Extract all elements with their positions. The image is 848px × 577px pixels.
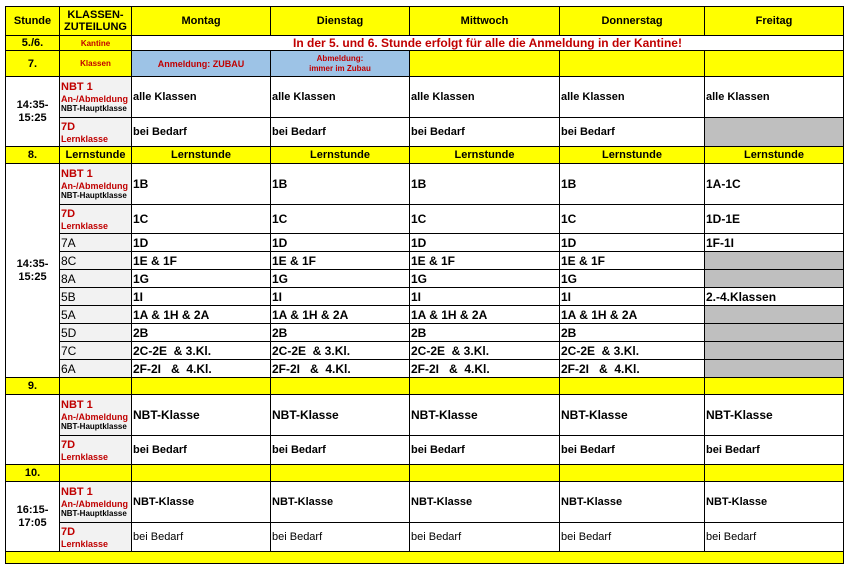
klasse-label: 5B [60, 288, 132, 306]
cell-grey [705, 270, 844, 288]
bottom-bar [6, 552, 844, 564]
cell: 2C-2E & 3.Kl. [410, 342, 560, 360]
cell: 2B [410, 324, 560, 342]
cell-grey [705, 118, 844, 147]
cell: bei Bedarf [560, 436, 705, 465]
cell: 2F-2I & 4.Kl. [560, 360, 705, 378]
bottom-bar-row [6, 552, 844, 564]
block8-row [6, 234, 844, 252]
block8-row [6, 270, 844, 288]
time-16-15: 16:15- 17:05 [6, 482, 60, 552]
cell: 1B [560, 164, 705, 205]
cell: 2B [271, 324, 410, 342]
nbt-haupt-label: NBT-Hauptklasse [61, 104, 127, 113]
lernklasse-label: Lernklasse [61, 220, 109, 231]
block8-row [6, 288, 844, 306]
klasse-7d [60, 118, 132, 147]
cell: bei Bedarf [132, 436, 271, 465]
empty-cell [410, 378, 560, 395]
klasse-7d [60, 436, 132, 465]
anmeldung-zubau: Anmeldung: ZUBAU [132, 51, 271, 77]
day-header-montag: Montag [132, 7, 271, 36]
cell: 2F-2I & 4.Kl. [271, 360, 410, 378]
schedule-table [5, 6, 844, 564]
klasse-label: 8C [60, 252, 132, 270]
empty-cell [560, 465, 705, 482]
time-14-35-b: 14:35- 15:25 [6, 164, 60, 378]
lernstunde-cell: Lernstunde [560, 147, 705, 164]
header-row [6, 7, 844, 36]
klasse-nbt1 [60, 164, 132, 205]
cell: 1D [560, 234, 705, 252]
cell-grey [705, 360, 844, 378]
nbt1-label: NBT 1 [61, 168, 93, 180]
cell: bei Bedarf [705, 523, 844, 552]
klasse-label: 8A [60, 270, 132, 288]
cell: bei Bedarf [560, 523, 705, 552]
block8-row [6, 205, 844, 234]
cell: NBT-Klasse [410, 395, 560, 436]
stunde-10: 10. [6, 465, 60, 482]
cell: NBT-Klasse [132, 482, 271, 523]
cell-grey [705, 342, 844, 360]
block7-nbt-row [6, 77, 844, 118]
cell: bei Bedarf [705, 436, 844, 465]
klasse-label: 5A [60, 306, 132, 324]
day-header-freitag: Freitag [705, 7, 844, 36]
cell: 1I [410, 288, 560, 306]
row-7 [6, 51, 844, 77]
block8-row [6, 360, 844, 378]
cell: NBT-Klasse [705, 482, 844, 523]
klassen-header-line2: ZUTEILUNG [64, 21, 127, 33]
cell: 1B [271, 164, 410, 205]
cell: 1D [132, 234, 271, 252]
cell: 1D [410, 234, 560, 252]
block7-7d-row [6, 118, 844, 147]
klassen-header-line1: KLASSEN- [67, 9, 124, 21]
lernklasse-label: Lernklasse [61, 451, 109, 462]
cell: 1F-1I [705, 234, 844, 252]
cell: 1G [271, 270, 410, 288]
stunde-8: 8. [6, 147, 60, 164]
cell: 1C [132, 205, 271, 234]
cell: bei Bedarf [271, 523, 410, 552]
cell: bei Bedarf [410, 523, 560, 552]
nbt1-label: NBT 1 [61, 81, 93, 93]
cell: 1A & 1H & 2A [560, 306, 705, 324]
cell: alle Klassen [705, 77, 844, 118]
row-8 [6, 147, 844, 164]
7d-label: 7D [61, 207, 76, 220]
empty-cell [410, 51, 560, 77]
time-empty [6, 395, 60, 465]
row-10 [6, 465, 844, 482]
cell: alle Klassen [271, 77, 410, 118]
empty-cell [271, 465, 410, 482]
cell: 1D [271, 234, 410, 252]
cell: NBT-Klasse [705, 395, 844, 436]
cell: 2F-2I & 4.Kl. [410, 360, 560, 378]
empty-cell [132, 378, 271, 395]
cell: bei Bedarf [410, 436, 560, 465]
empty-cell [705, 378, 844, 395]
cell: 1I [271, 288, 410, 306]
lernstunde-cell: Lernstunde [705, 147, 844, 164]
empty-cell [271, 378, 410, 395]
lernstunde-cell: Lernstunde [410, 147, 560, 164]
cell: 2.-4.Klassen [705, 288, 844, 306]
abmeldung-line1: Abmeldung: [316, 53, 364, 63]
anab-label: An-/Abmeldung [61, 94, 128, 104]
lernstunde-cell: Lernstunde [132, 147, 271, 164]
nbt1-label: NBT 1 [61, 399, 93, 411]
cell: 1A & 1H & 2A [132, 306, 271, 324]
block8-row [6, 252, 844, 270]
lernstunde-cell: Lernstunde [271, 147, 410, 164]
lernstunde-label: Lernstunde [60, 147, 132, 164]
cell: 1I [132, 288, 271, 306]
klasse-nbt1 [60, 482, 132, 523]
cell: 1E & 1F [132, 252, 271, 270]
stunde-5-6: 5./6. [6, 36, 60, 51]
time-14-35: 14:35- 15:25 [6, 77, 60, 147]
cell: 2B [132, 324, 271, 342]
nbt-haupt-label: NBT-Hauptklasse [61, 191, 127, 200]
cell: alle Klassen [132, 77, 271, 118]
lernklasse-label: Lernklasse [61, 133, 109, 144]
row-5-6 [6, 36, 844, 51]
cell: 1C [271, 205, 410, 234]
cell: bei Bedarf [410, 118, 560, 147]
klasse-7d [60, 205, 132, 234]
cell-grey [705, 252, 844, 270]
empty-cell [705, 465, 844, 482]
cell: NBT-Klasse [560, 482, 705, 523]
block8-row [6, 324, 844, 342]
klassen-header [60, 7, 132, 36]
cell: 1A & 1H & 2A [410, 306, 560, 324]
cell: 2C-2E & 3.Kl. [560, 342, 705, 360]
klasse-7d [60, 523, 132, 552]
block9-7d-row [6, 436, 844, 465]
cell: NBT-Klasse [271, 482, 410, 523]
block10-nbt-row [6, 482, 844, 523]
cell: 1E & 1F [410, 252, 560, 270]
klassen-label: Klassen [60, 51, 132, 77]
cell: bei Bedarf [271, 436, 410, 465]
cell: 2C-2E & 3.Kl. [271, 342, 410, 360]
day-header-dienstag: Dienstag [271, 7, 410, 36]
cell: NBT-Klasse [132, 395, 271, 436]
day-header-donnerstag: Donnerstag [560, 7, 705, 36]
block8-row [6, 164, 844, 205]
anab-label: An-/Abmeldung [61, 181, 128, 191]
7d-label: 7D [61, 120, 76, 133]
7d-label: 7D [61, 525, 76, 538]
day-header-mittwoch: Mittwoch [410, 7, 560, 36]
cell: 1A & 1H & 2A [271, 306, 410, 324]
cell: 2B [560, 324, 705, 342]
empty-cell [60, 378, 132, 395]
cell: alle Klassen [410, 77, 560, 118]
anab-label: An-/Abmeldung [61, 499, 128, 509]
empty-cell [705, 51, 844, 77]
cell: 1G [410, 270, 560, 288]
row-9 [6, 378, 844, 395]
empty-cell [560, 51, 705, 77]
block9-nbt-row [6, 395, 844, 436]
anab-label: An-/Abmeldung [61, 412, 128, 422]
klasse-nbt1 [60, 77, 132, 118]
cell: 1E & 1F [271, 252, 410, 270]
7d-label: 7D [61, 438, 76, 451]
cell: 1A-1C [705, 164, 844, 205]
cell: 2F-2I & 4.Kl. [132, 360, 271, 378]
cell: 1D-1E [705, 205, 844, 234]
stunde-9: 9. [6, 378, 60, 395]
cell: bei Bedarf [132, 523, 271, 552]
empty-cell [132, 465, 271, 482]
klasse-label: 7C [60, 342, 132, 360]
nbt1-label: NBT 1 [61, 486, 93, 498]
cell: NBT-Klasse [410, 482, 560, 523]
klasse-label: 7A [60, 234, 132, 252]
block10-7d-row [6, 523, 844, 552]
kantine-message: In der 5. und 6. Stunde erfolgt für alle die Anmeldung in der Kantine! [132, 36, 844, 51]
klasse-label: 5D [60, 324, 132, 342]
klasse-label: 6A [60, 360, 132, 378]
empty-cell [60, 465, 132, 482]
kantine-label: Kantine [60, 36, 132, 51]
cell: NBT-Klasse [560, 395, 705, 436]
cell: bei Bedarf [560, 118, 705, 147]
empty-cell [410, 465, 560, 482]
nbt-haupt-label: NBT-Hauptklasse [61, 422, 127, 431]
klasse-nbt1 [60, 395, 132, 436]
cell: 1B [410, 164, 560, 205]
cell: 2C-2E & 3.Kl. [132, 342, 271, 360]
abmeldung-line2: immer im Zubau [309, 63, 371, 73]
cell: bei Bedarf [271, 118, 410, 147]
block8-row [6, 342, 844, 360]
cell: 1C [410, 205, 560, 234]
cell: NBT-Klasse [271, 395, 410, 436]
nbt-haupt-label: NBT-Hauptklasse [61, 509, 127, 518]
stunde-7: 7. [6, 51, 60, 77]
cell: 1B [132, 164, 271, 205]
cell-grey [705, 306, 844, 324]
abmeldung-zubau [271, 51, 410, 77]
cell: alle Klassen [560, 77, 705, 118]
cell: 1C [560, 205, 705, 234]
cell: 1G [560, 270, 705, 288]
cell: bei Bedarf [132, 118, 271, 147]
lernklasse-label: Lernklasse [61, 538, 109, 549]
cell: 1G [132, 270, 271, 288]
stunde-header: Stunde [6, 7, 60, 36]
cell-grey [705, 324, 844, 342]
cell: 1E & 1F [560, 252, 705, 270]
empty-cell [560, 378, 705, 395]
block8-row [6, 306, 844, 324]
cell: 1I [560, 288, 705, 306]
